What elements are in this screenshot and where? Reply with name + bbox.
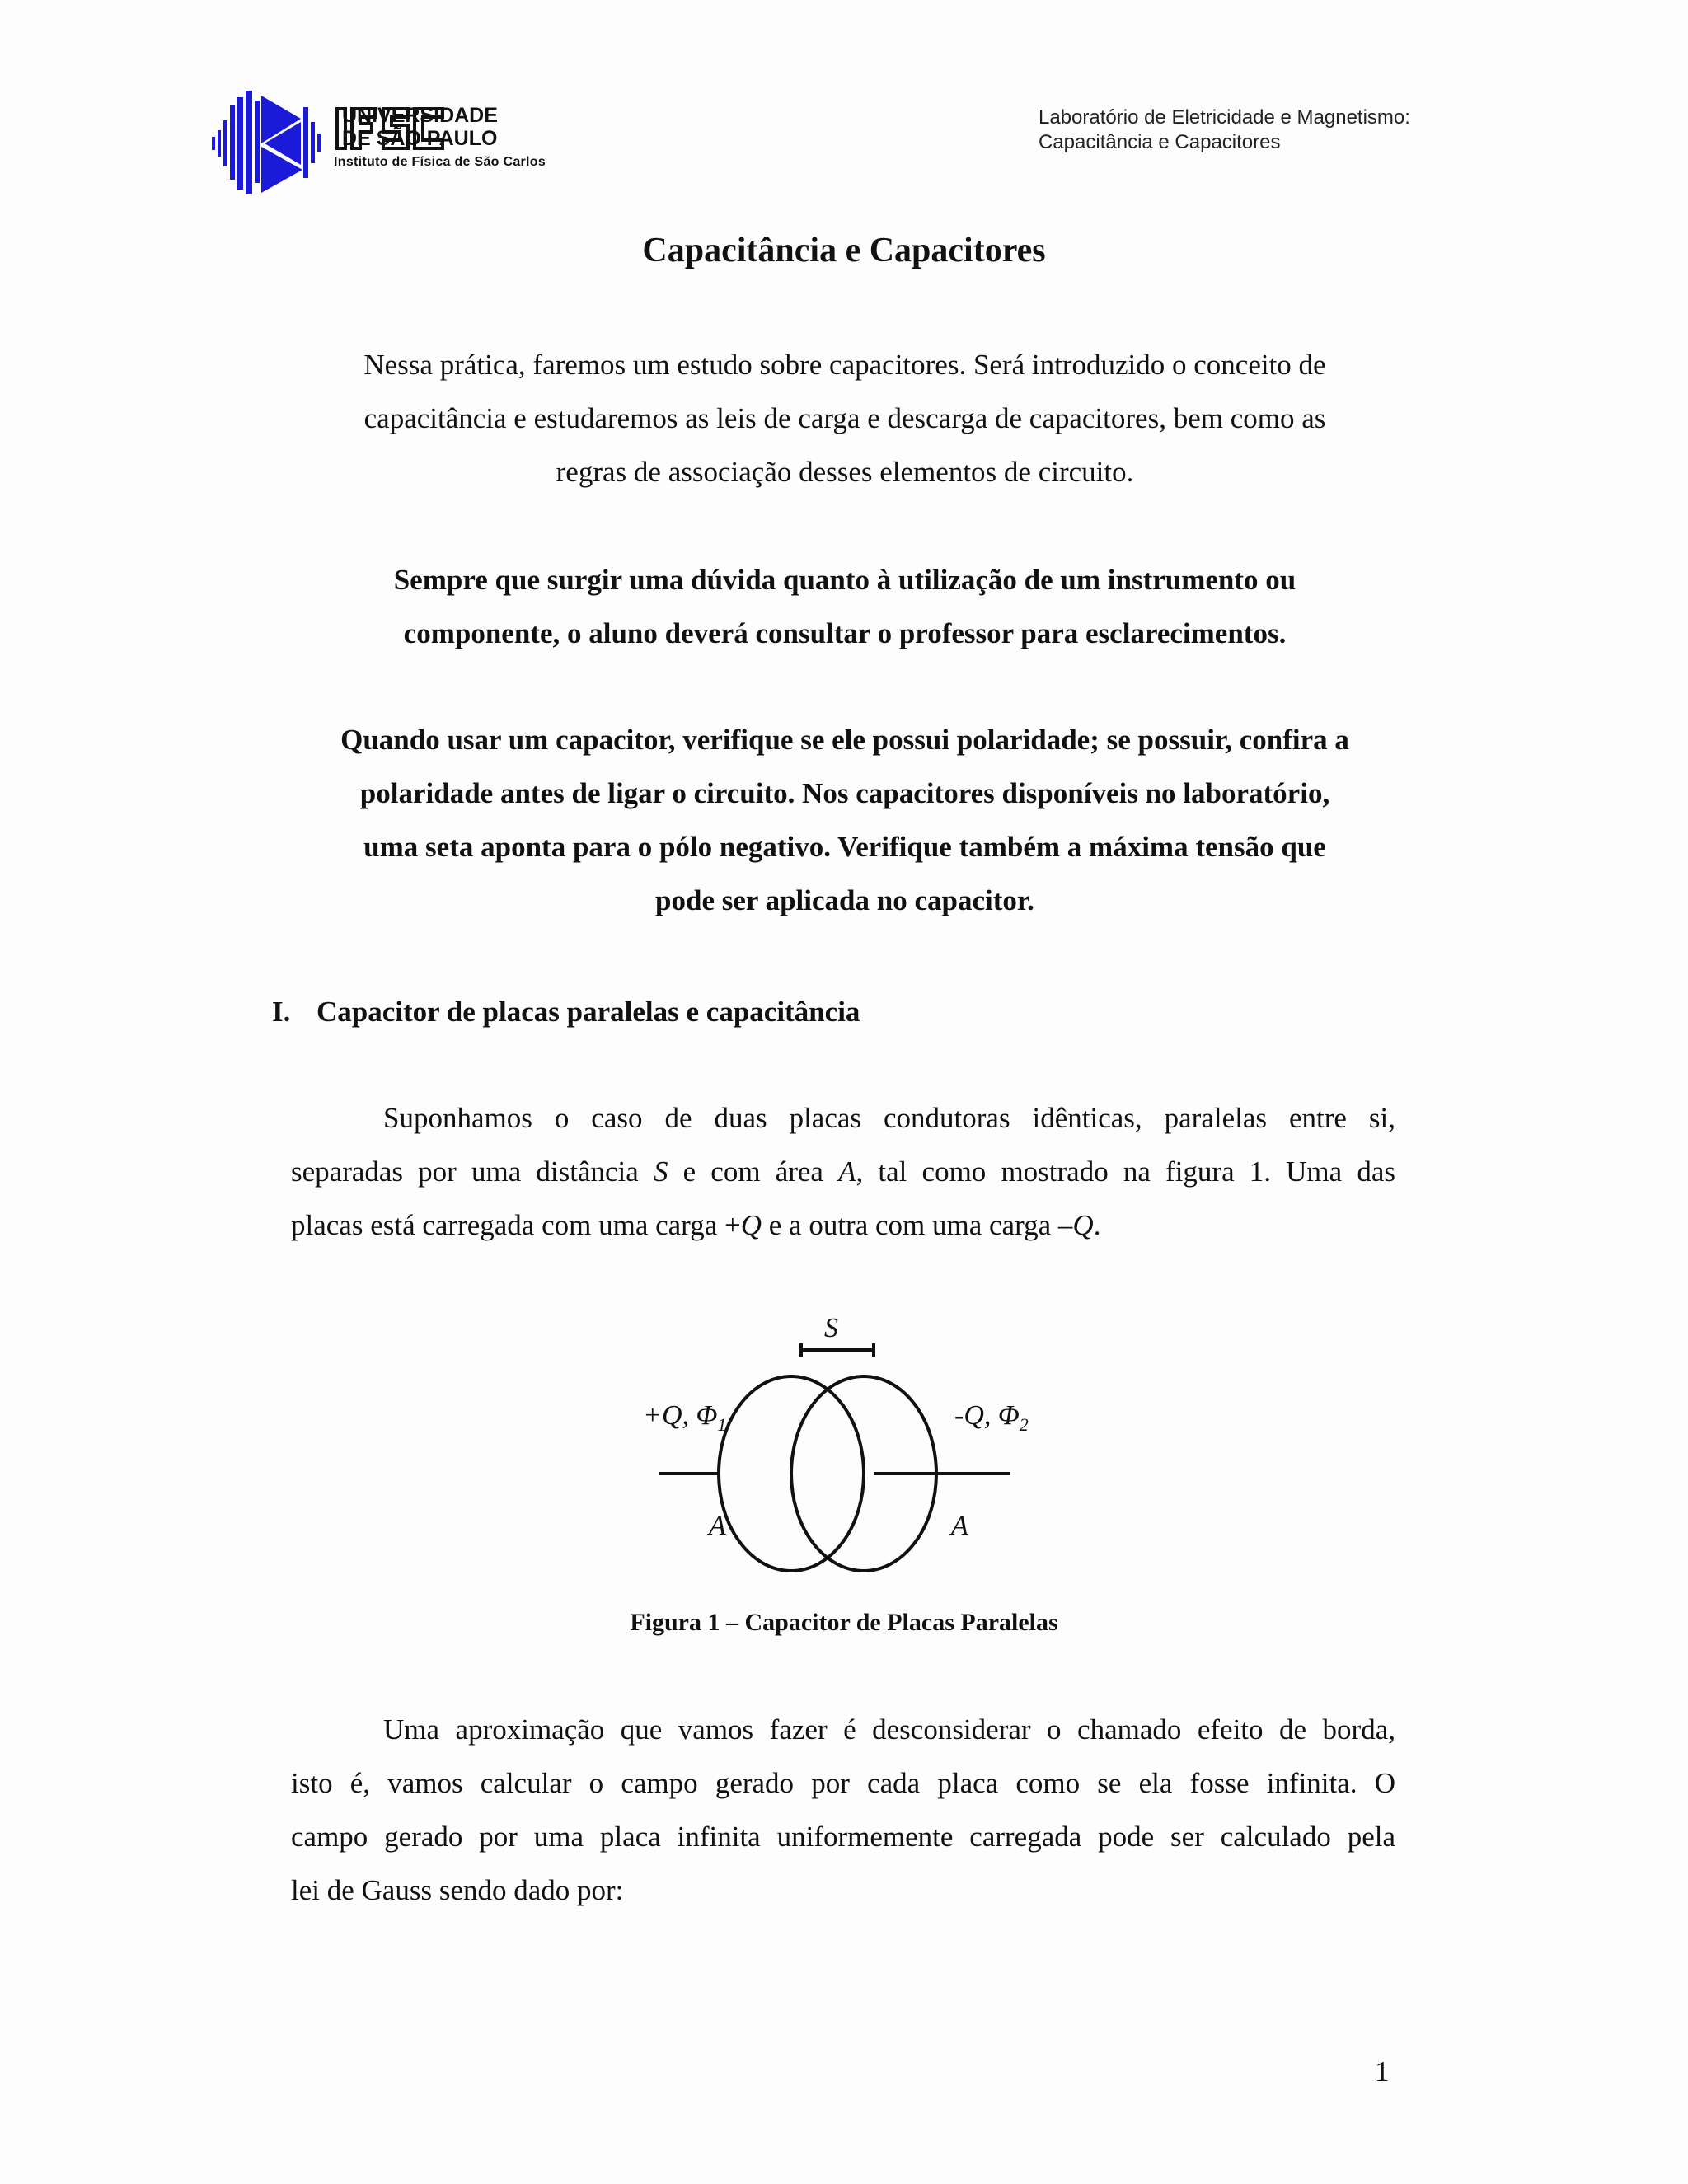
symbol-q: Q <box>1072 1209 1094 1241</box>
symbol-a: A <box>838 1155 856 1188</box>
figure-parallel-plate-capacitor <box>643 1310 1039 1582</box>
label-right-charge <box>954 1399 1029 1441</box>
warning-line: uma seta aponta para o pólo negativo. Verifique também a máxima tensão que <box>363 831 1326 863</box>
warning-polarity <box>280 713 1409 927</box>
paragraph-line: isto é, vamos calcular o campo gerado por cada placa como se ela fosse infinita. O <box>291 1767 1395 1799</box>
warning-line: Quando usar um capacitor, verifique se ele possui polaridade; se possuir, confira a <box>340 724 1349 756</box>
logo-institute: Instituto de Física de São Carlos <box>334 155 546 169</box>
paragraph-line <box>291 1198 1395 1252</box>
ifsc-letters-icon <box>334 104 449 153</box>
text-run: . <box>1093 1209 1101 1241</box>
symbol-q: Q <box>740 1209 762 1241</box>
paragraph-edge-effect <box>291 1703 1395 1917</box>
header-course-line1: Laboratório de Eletricidade e Magnetismo: <box>1039 106 1410 129</box>
paragraph-line <box>291 1145 1395 1198</box>
page-number: 1 <box>1375 2055 1390 2088</box>
paragraph-line: campo gerado por uma placa infinita uniformemente carregada pode ser calculado pela <box>291 1821 1395 1853</box>
logo-university-line1: UNIVERSIDADE <box>342 104 498 127</box>
warning-line: componente, o aluno deverá consultar o professor para esclarecimentos. <box>403 617 1287 649</box>
section-number: I. <box>272 996 291 1028</box>
intro-line: Nessa prática, faremos um estudo sobre capacitores. Será introduzido o conceito de <box>363 349 1326 381</box>
symbol-s: S <box>653 1155 668 1188</box>
logo-university-line2: DE SÃO PAULO <box>342 127 498 150</box>
warning-consult-professor <box>280 553 1409 660</box>
paragraph-parallel-plates <box>291 1091 1395 1252</box>
logo-text <box>334 104 546 171</box>
label-text: +Q, Φ <box>643 1400 718 1431</box>
label-left-charge <box>643 1399 726 1441</box>
warning-line: Sempre que surgir uma dúvida quanto à utilização de um instrumento ou <box>393 564 1296 596</box>
text-run: placas está carregada com uma carga + <box>291 1209 741 1241</box>
paragraph-line: Suponhamos o caso de duas placas condutoras idênticas, paralelas entre si, <box>383 1102 1395 1134</box>
label-subscript: 1 <box>717 1413 727 1435</box>
label-text: -Q, Φ <box>954 1400 1020 1431</box>
paragraph-line: Uma aproximação que vamos fazer é desconsiderar o chamado efeito de borda, <box>383 1713 1395 1746</box>
text-run: e com área <box>668 1155 839 1188</box>
figure-caption: Figura 1 – Capacitor de Placas Paralelas <box>630 1609 1058 1636</box>
warning-line: polaridade antes de ligar o circuito. Nos capacitores disponíveis no laboratório, <box>359 777 1330 809</box>
text-run: separadas por uma distância <box>291 1155 654 1188</box>
warning-line: pode ser aplicada no capacitor. <box>655 884 1034 916</box>
intro-line: regras de associação desses elementos de circuito. <box>556 456 1134 488</box>
ifsc-usp-logo <box>210 89 598 196</box>
label-separation: S <box>824 1313 838 1343</box>
ifsc-emblem-icon <box>210 89 326 196</box>
header-course-line2: Capacitância e Capacitores <box>1039 131 1281 153</box>
capacitor-diagram <box>643 1310 1039 1582</box>
section-heading <box>272 987 860 1037</box>
page-title: Capacitância e Capacitores <box>642 232 1046 269</box>
text-run: , tal como mostrado na figura 1. Uma das <box>856 1155 1395 1188</box>
intro-paragraph <box>280 338 1409 499</box>
paragraph-line: lei de Gauss sendo dado por: <box>291 1874 624 1906</box>
intro-line: capacitância e estudaremos as leis de carga e descarga de capacitores, bem como as <box>363 402 1326 434</box>
header-course-info <box>1039 105 1410 155</box>
text-run: e a outra com uma carga – <box>762 1209 1073 1241</box>
section-title: Capacitor de placas paralelas e capacitância <box>316 996 860 1028</box>
label-area-right: A <box>951 1511 968 1541</box>
label-area-left: A <box>709 1511 726 1541</box>
label-subscript: 2 <box>1019 1413 1029 1435</box>
